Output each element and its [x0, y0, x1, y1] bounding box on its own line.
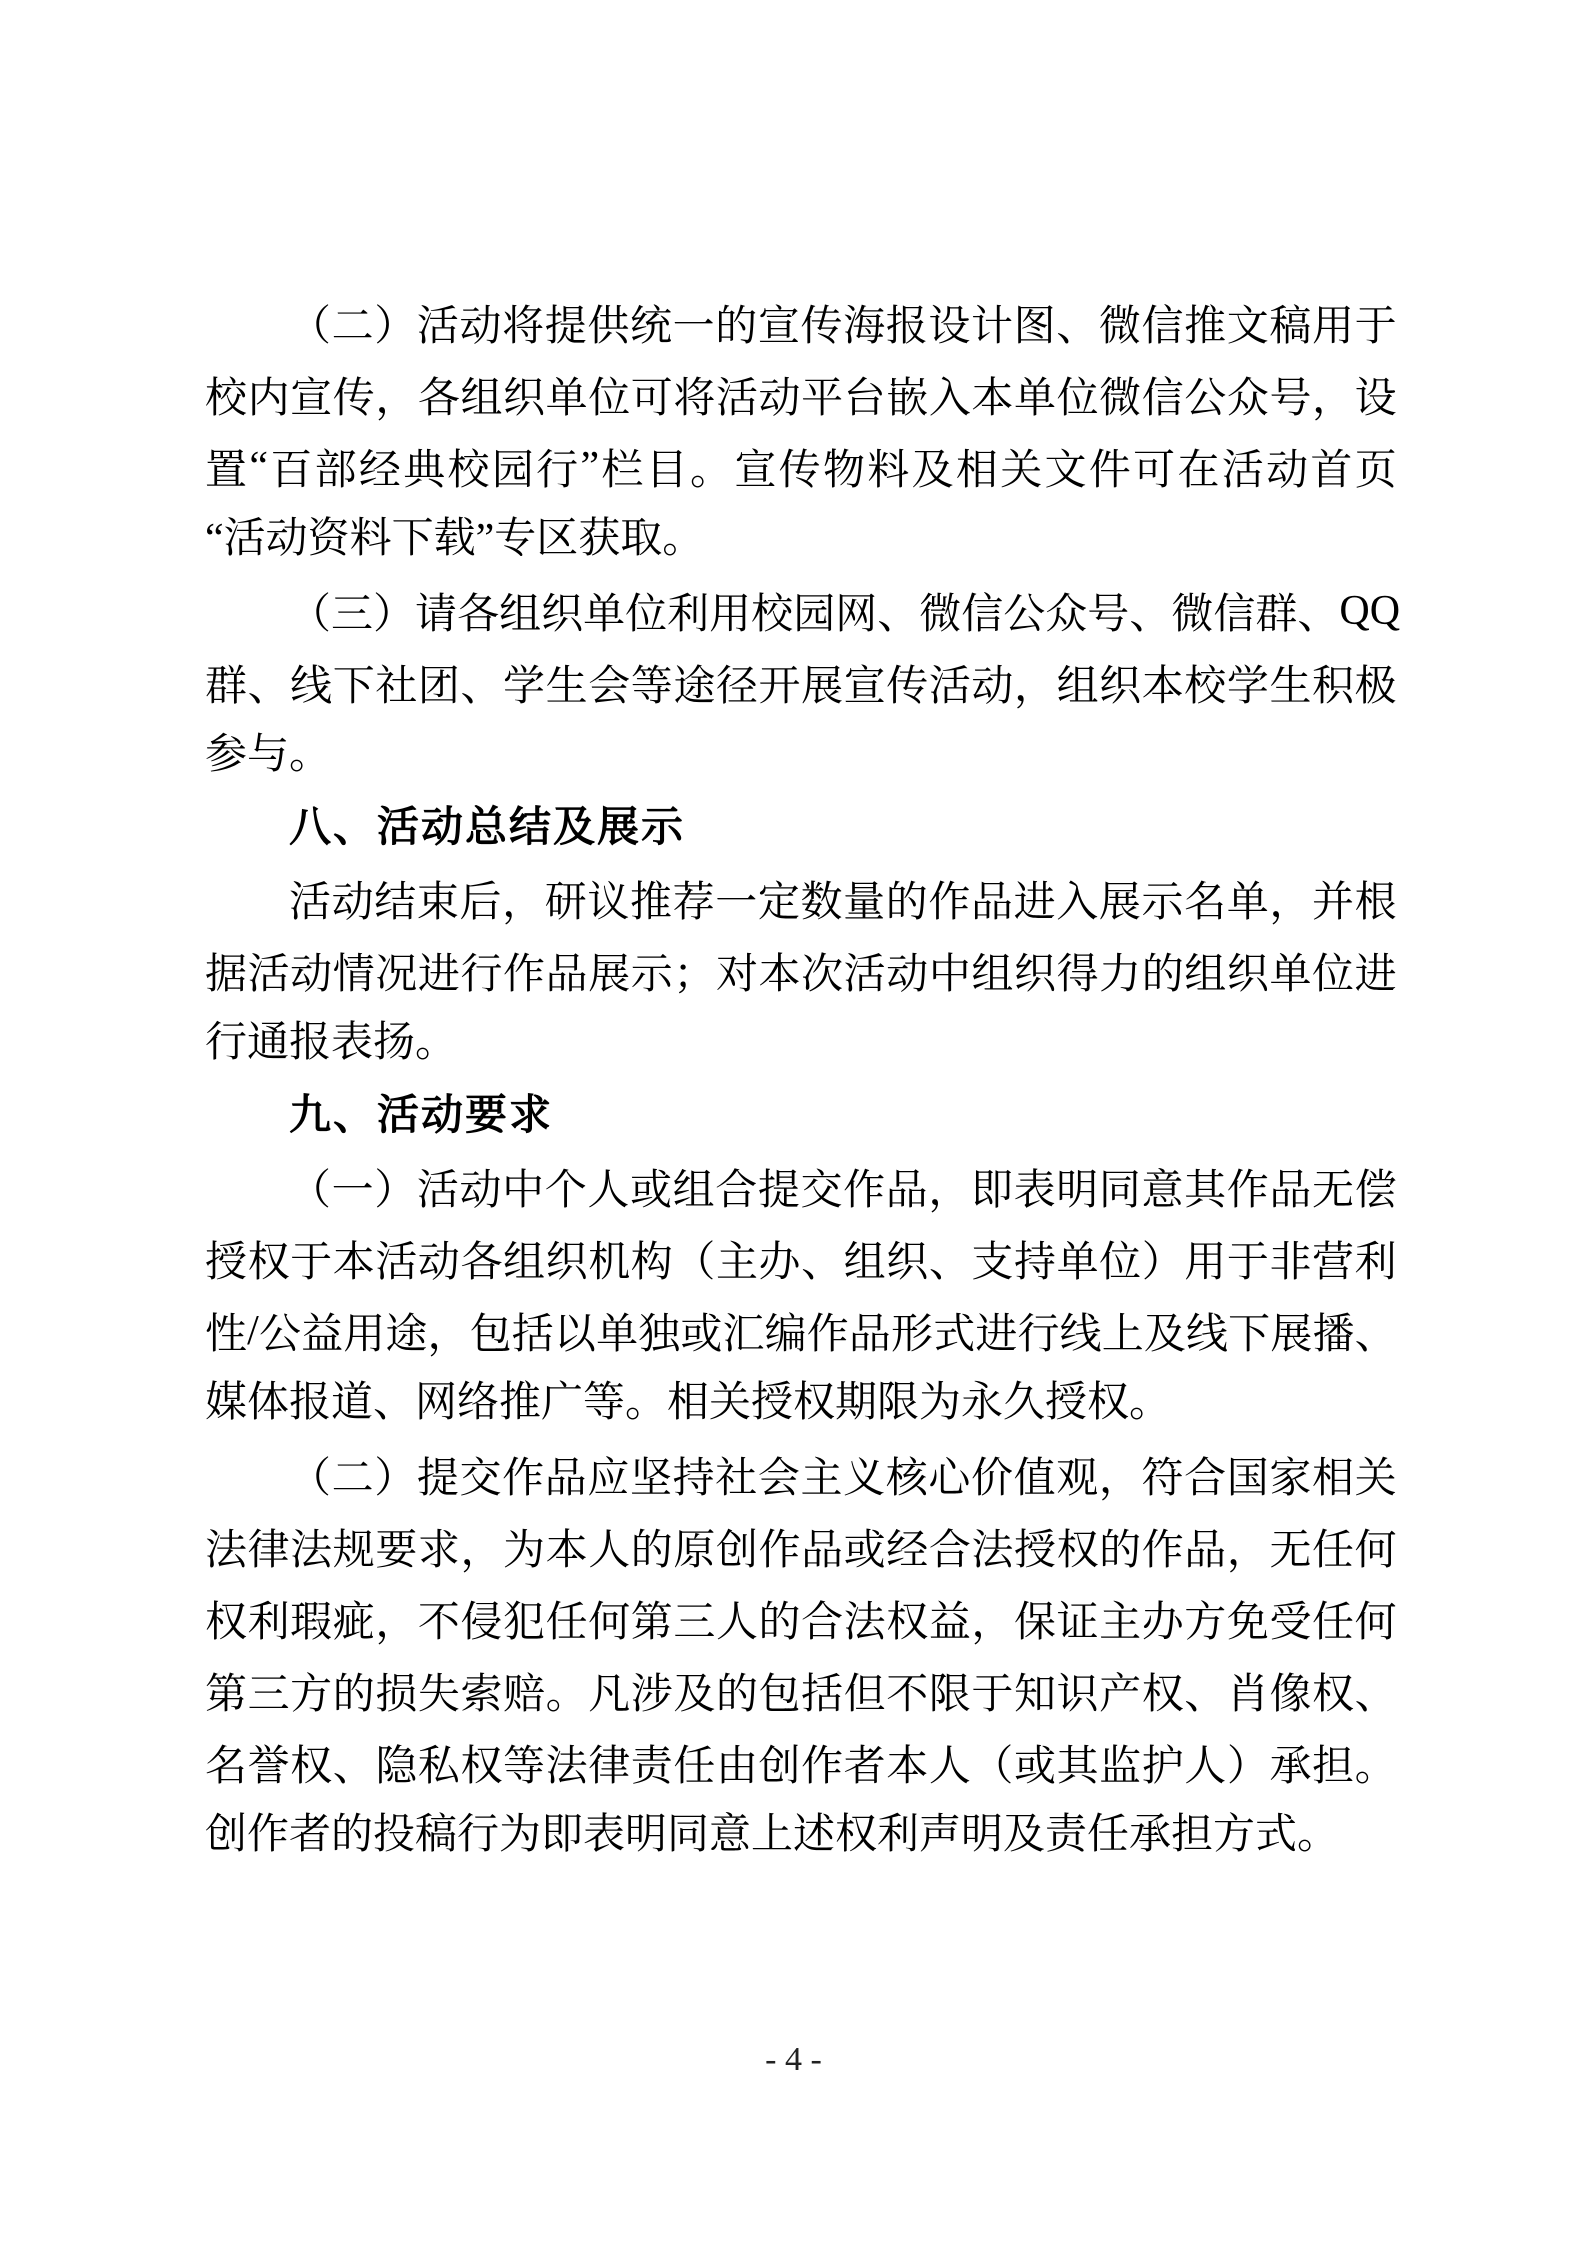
- document-body: [205, 287, 1401, 1871]
- section-heading: [205, 791, 1397, 863]
- text-line: （ 一 ） 活 动 中 个 人 或 组 合 提 交 作 品 ， 即 表 明 同 意 其 作 品 无 偿: [289, 1168, 1397, 1214]
- text-line: （ 二 ） 提 交 作 品 应 坚 持 社 会 主 义 核 心 价 值 观 ， 符 合 国 家 相 关: [289, 1456, 1397, 1502]
- text-line: （ 二 ） 活 动 将 提 供 统 一 的 宣 传 海 报 设 计 图 、 微 信 推 文 稿 用 于: [289, 304, 1397, 350]
- text-line: 行通报表扬。: [205, 1020, 458, 1066]
- text-line: 权 利 瑕 疵 ， 不 侵 犯 任 何 第 三 人 的 合 法 权 益 ， 保 证 主 办 方 免 受 任 何: [205, 1600, 1397, 1646]
- text-line: 参与。: [205, 732, 332, 778]
- text-line: 置 “ 百 部 经 典 校 园 行 ” 栏 目 。 宣 传 物 料 及 相 关 文 件 可 在 活 动 首 页: [205, 444, 1397, 494]
- text-line: 校 内 宣 传 ， 各 组 织 单 位 可 将 活 动 平 台 嵌 入 本 单 位 微 信 公 众 号 ， 设: [205, 376, 1397, 422]
- text-line: （ 三 ） 请 各 组 织 单 位 利 用 校 园 网 、 微 信 公 众 号 、 微 信 群 、 Q Q: [289, 588, 1401, 638]
- paragraph: [205, 575, 1401, 791]
- text-line: 创作者的投稿行为即表明同意上述权利声明及责任承担方式。: [205, 1812, 1340, 1858]
- paragraph: [205, 1151, 1397, 1439]
- text-line: 群 、 线 下 社 团 、 学 生 会 等 途 径 开 展 宣 传 活 动 ， 组 织 本 校 学 生 积 极: [205, 664, 1397, 710]
- text-line: “活动资料下载”专区获取。: [205, 516, 705, 562]
- paragraph: [205, 1439, 1397, 1871]
- text-line: 性 / 公 益 用 途 ， 包 括 以 单 独 或 汇 编 作 品 形 式 进 行 线 上 及 线 下 展 播 、: [205, 1308, 1397, 1358]
- paragraph: [205, 287, 1397, 575]
- heading-line: 九、活动要求: [289, 1091, 554, 1138]
- page-number: - 4 -: [765, 2041, 822, 2078]
- section-heading: [205, 1079, 1397, 1151]
- paragraph: [205, 863, 1397, 1079]
- text-line: 法 律 法 规 要 求 ， 为 本 人 的 原 创 作 品 或 经 合 法 授 权 的 作 品 ， 无 任 何: [205, 1528, 1397, 1574]
- text-line: 第 三 方 的 损 失 索 赔 。 凡 涉 及 的 包 括 但 不 限 于 知 识 产 权 、 肖 像 权 、: [205, 1672, 1397, 1718]
- heading-line: 八、活动总结及展示: [289, 803, 686, 850]
- text-line: 名 誉 权 、 隐 私 权 等 法 律 责 任 由 创 作 者 本 人 （ 或 其 监 护 人 ） 承 担 。: [205, 1744, 1397, 1790]
- text-line: 媒体报道、网络推广等。相关授权期限为永久授权。: [205, 1380, 1172, 1426]
- text-line: 活 动 结 束 后 ， 研 议 推 荐 一 定 数 量 的 作 品 进 入 展 示 名 单 ， 并 根: [289, 880, 1397, 926]
- text-line: 授 权 于 本 活 动 各 组 织 机 构 （ 主 办 、 组 织 、 支 持 单 位 ） 用 于 非 营 利: [205, 1240, 1397, 1286]
- text-line: 据 活 动 情 况 进 行 作 品 展 示 ； 对 本 次 活 动 中 组 织 得 力 的 组 织 单 位 进: [205, 952, 1397, 998]
